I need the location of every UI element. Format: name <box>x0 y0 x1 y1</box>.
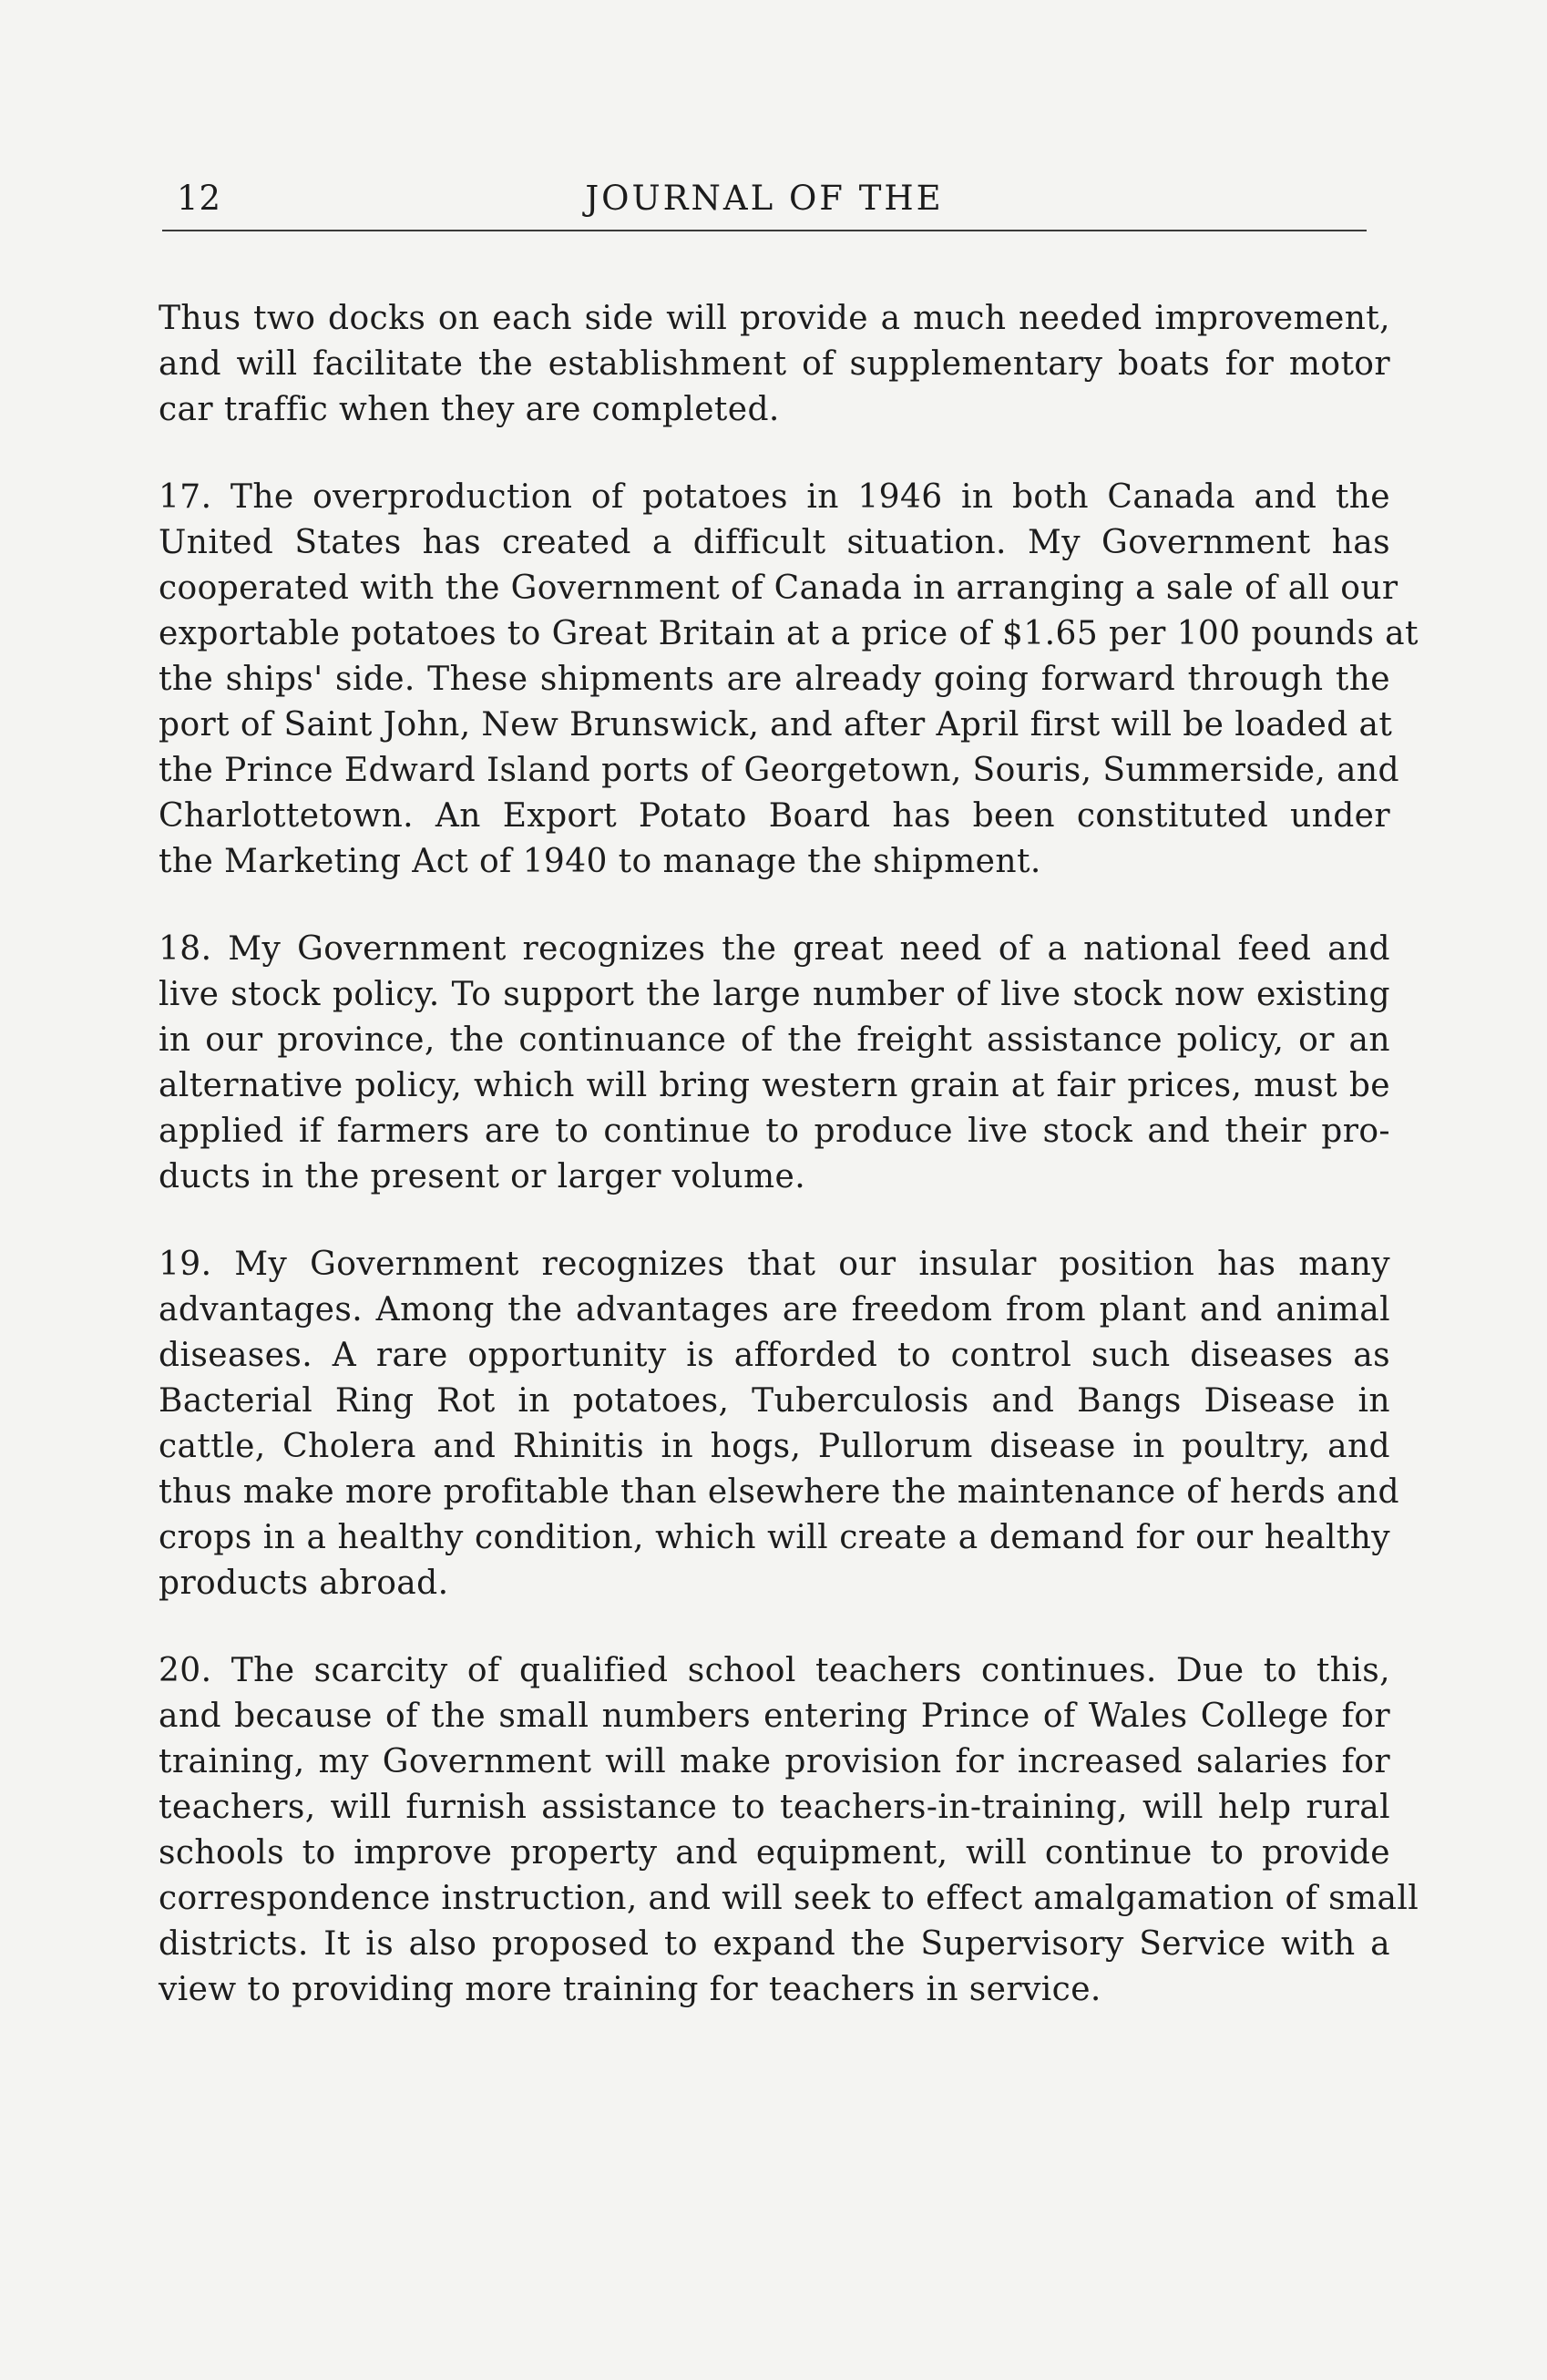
text-line: 18. My Government recognizes the great need of a national feed and <box>159 930 1390 968</box>
text-line: Charlottetown. An Export Potato Board has been constituted under <box>159 797 1390 835</box>
paragraph-18-feed-policy <box>159 927 1390 1200</box>
text-line: port of Saint John, New Brunswick, and after April first will be loaded at <box>159 706 1393 744</box>
text-line: products abroad. <box>159 1564 449 1602</box>
text-line: United States has created a difficult situation. My Government has <box>159 524 1390 561</box>
text-line: 17. The overproduction of potatoes in 1946 in both Canada and the <box>159 478 1390 516</box>
text-line: the Marketing Act of 1940 to manage the shipment. <box>159 843 1041 880</box>
text-line: 20. The scarcity of qualified school teachers continues. Due to this, <box>159 1652 1390 1689</box>
text-line: advantages. Among the advantages are freedom from plant and animal <box>159 1291 1390 1328</box>
text-line: correspondence instruction, and will seek to effect amalgamation of small <box>159 1880 1419 1917</box>
text-line: view to providing more training for teachers in service. <box>159 1971 1101 2008</box>
text-line: and because of the small numbers entering Prince of Wales College for <box>159 1698 1390 1735</box>
page-header <box>162 179 1367 231</box>
text-line: teachers, will furnish assistance to teachers-in-training, will help rural <box>159 1789 1390 1826</box>
text-line: car traffic when they are completed. <box>159 391 780 428</box>
text-line: in our province, the continuance of the freight assistance policy, or an <box>159 1021 1390 1059</box>
text-line: ducts in the present or larger volume. <box>159 1158 806 1195</box>
running-title: JOURNAL OF THE <box>585 179 944 218</box>
body-text <box>159 296 1419 2055</box>
text-line: training, my Government will make provision for increased salaries for <box>159 1743 1390 1780</box>
text-line: Thus two docks on each side will provide a much needed improvement, <box>159 300 1390 337</box>
text-line: the Prince Edward Island ports of Georgetown, Souris, Summerside, and <box>159 752 1399 789</box>
text-line: exportable potatoes to Great Britain at a price of $1.65 per 100 pounds at <box>159 615 1419 652</box>
paragraph-17-potatoes <box>159 475 1419 885</box>
paragraph-19-insular-position <box>159 1242 1399 1606</box>
text-line: and will facilitate the establishment of supplementary boats for motor <box>159 345 1390 383</box>
text-line: 19. My Government recognizes that our insular position has many <box>159 1246 1390 1283</box>
text-line: diseases. A rare opportunity is afforded to control such diseases as <box>159 1337 1390 1374</box>
text-line: thus make more profitable than elsewhere the maintenance of herds and <box>159 1473 1399 1511</box>
text-line: cattle, Cholera and Rhinitis in hogs, Pullorum disease in poultry, and <box>159 1428 1390 1465</box>
text-line: applied if farmers are to continue to produce live stock and their pro- <box>159 1113 1390 1150</box>
text-line: schools to improve property and equipment, will continue to provide <box>159 1834 1390 1872</box>
paragraph-20-school-teachers <box>159 1648 1419 2013</box>
text-line: alternative policy, which will bring western grain at fair prices, must be <box>159 1067 1390 1104</box>
text-line: the ships' side. These shipments are already going forward through the <box>159 661 1390 698</box>
paragraph-dock-improvement <box>159 296 1390 433</box>
text-line: crops in a healthy condition, which will create a demand for our healthy <box>159 1519 1390 1556</box>
text-line: Bacterial Ring Rot in potatoes, Tuberculosis and Bangs Disease in <box>159 1382 1390 1420</box>
text-line: districts. It is also proposed to expand the Supervisory Service with a <box>159 1925 1390 1963</box>
text-line: live stock policy. To support the large number of live stock now existing <box>159 976 1390 1013</box>
text-line: cooperated with the Government of Canada in arranging a sale of all our <box>159 569 1398 607</box>
page-number: 12 <box>177 179 222 218</box>
